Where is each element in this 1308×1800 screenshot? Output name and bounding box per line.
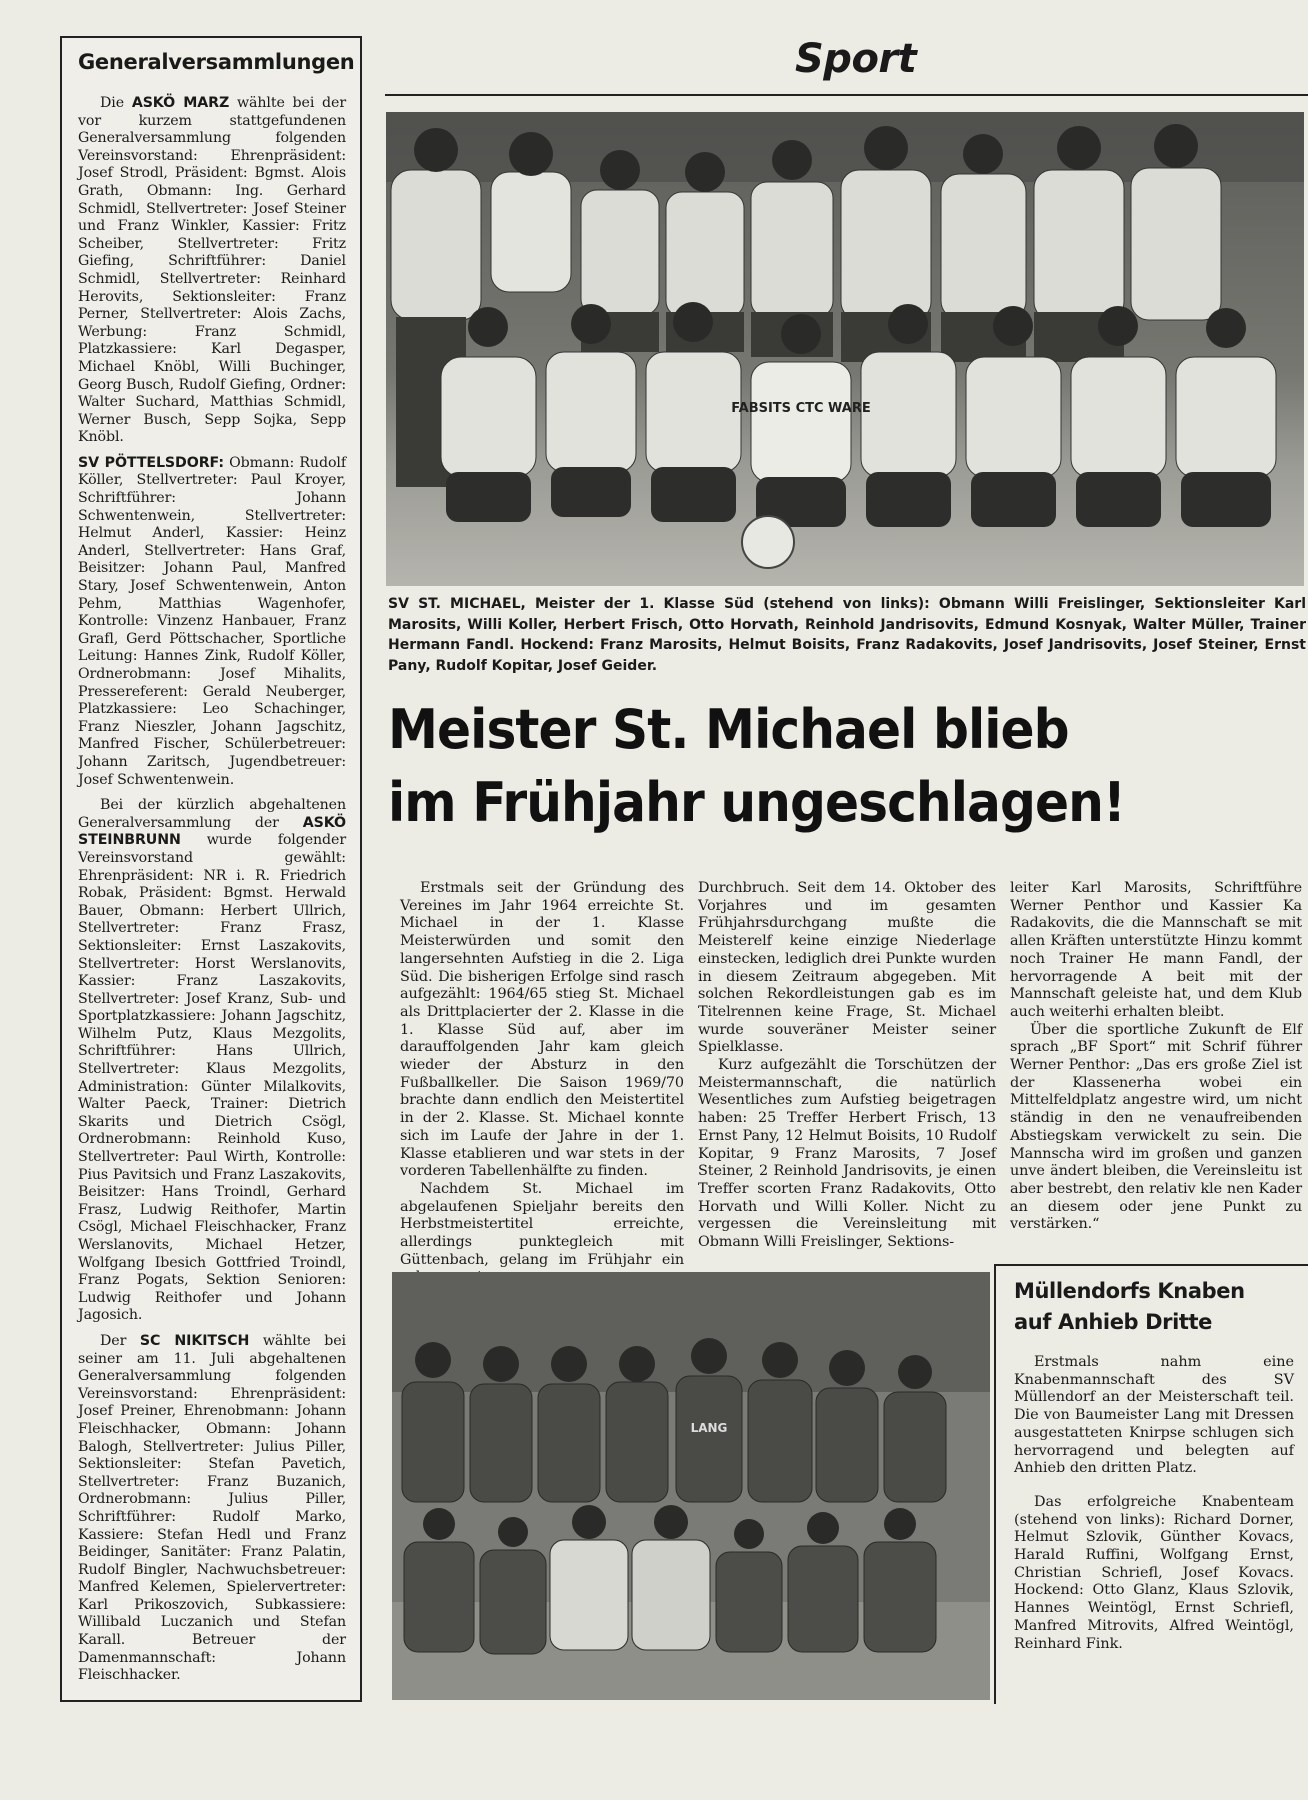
article-column-3 [1010, 880, 1302, 1234]
boys-article-paragraphs [1014, 1354, 1294, 1653]
article-column-2 [698, 880, 996, 1252]
club-name: ASKÖ STEINBRUNN [78, 814, 346, 849]
article-paragraph: Erstmals seit der Gründung des Vereines im Jahr 1964 erreichte St. Michael in der 1. Klasse Meisterwürden und somit den langersehnten Aufstieg in die 2. Liga Süd. Die bisherigen Erfolge sind rasch aufgezählt: 1964/65 stieg St. Michael als Drittplacierter der 2. Klasse in die 1. Klasse Süd auf, aber im darauffolgenden Jahr kam gleich wieder der Absturz in den Fußballkeller. Die Saison 1969/70 brachte dann endlich den Meistertitel in der 2. Klasse. St. Michael konnte sich im Laufe der Jahre in der 1. Klasse etablieren und war stets in der vorderen Tabellenhälfte zu finden. [400, 880, 684, 1180]
paragraph-text: wählte bei seiner am 11. Juli abgehaltenen Generalversammlung folgenden Vereinsvorstand: Ehrenpräsident: Josef Preiner, Ehrenobmann: Johann Fleischhacker, Obmann: Johann Balogh, Stellvertreter: Julius Piller, Sektionsleiter: Stefan Pavetich, Stellvertreter: Franz Buzanich, Ordnerobmann: Julius Piller, Schriftführer: Rudolf Marko, Kassiere: Stefan Hedl und Franz Beidinger, Sanitäter: Franz Palatin, Rudolf Bingler, Nachwuchsbetreuer: Manfred Kelemen, Spielervertreter: Karl Prikoszovich, Subkassiere: Willibald Luczanich und Stefan Karall. Betreuer der Damenmannschaft: Johann Fleischhacker. [78, 1332, 346, 1684]
article-paragraph: Durchbruch. Seit dem 14. Oktober des Vorjahres und im gesamten Frühjahrsdurchgang mußte die Meisterelf keine einzige Niederlage einstecken, lediglich drei Punkte wurden in diesem Zeitraum abgegeben. Mit solchen Rekordleistungen gab es im Titelrennen keine Frage, St. Michael wurde souveräner Meister seiner Spielklasse. [698, 880, 996, 1056]
sidebar-paragraph [78, 455, 346, 789]
boys-title-line-1: Müllendorfs Knaben [1014, 1279, 1245, 1303]
boys-title-line-2: auf Anhieb Dritte [1014, 1310, 1213, 1334]
boys-team-article [994, 1264, 1308, 1704]
club-name: SV PÖTTELSDORF: [78, 454, 224, 471]
article-paragraph: Über die sportliche Zukunft de Elf sprach „BF Sport“ mit Schrif führer Werner Penthor: „Das ers große Ziel ist der Klassenerha wobei ein Mittelfeldplatz angestre wird, um nicht ständig in den ne venaufreibenden Abstiegskam verwickelt zu sein. Die Mannscha wird im großen und ganzen unve ändert bleiben, die Vereinsleitu ist aber bestrebt, den relativ kle nen Kader an diesem oder jene Punkt zu verstärken.“ [1010, 1021, 1302, 1233]
boys-jersey-text: LANG [690, 1421, 728, 1435]
club-name: SC NIKITSCH [139, 1332, 250, 1349]
team-photo [386, 112, 1304, 586]
team-photo-caption: SV ST. MICHAEL, Meister der 1. Klasse Süd (stehend von links): Obmann Willi Freislinger, Sektionsleiter Karl Marosits, Willi Koller, Herbert Frisch, Otto Horvath, Reinhold Jandrisovits, Edmund Kosnyak, Walter Müller, Trainer Hermann Fandl. Hockend: Franz Marosits, Helmut Boisits, Franz Radakovits, Josef Jandrisovits, Josef Steiner, Ernst Pany, Rudolf Kopitar, Josef Geider. [388, 596, 1306, 674]
boys-team-photo [392, 1272, 990, 1700]
article-paragraph: Nachdem St. Michael im abgelaufenen Spieljahr bereits den Herbstmeistertitel erreichte, allerdings punktegleich mit Güttenbach, gelang im Frühjahr ein [400, 1180, 684, 1268]
article-paragraph: Kurz aufgezählt die Torschützen der Meistermannschaft, die natürlich Wesentliches zum Aufstieg beigetragen haben: 25 Treffer Herbert Frisch, 13 Ernst Pany, 12 Helmut Boisits, 10 Rudolf Kopitar, 9 Franz Marosits, 7 Josef Steiner, 2 Reinhold Jandrisovits, je einen Treffer scorten Franz Radakovits, Otto Horvath und Willi Koller. Nicht zu vergessen die Vereinsleitung mit Obmann Willi Freislinger, Sektions- [698, 1057, 996, 1251]
article-paragraph: leiter Karl Marosits, Schriftführe Werner Penthor und Kassier Ka Radakovits, die die Mannschaft se mit allen Kräften unterstützte Hinzu kommt noch Trainer He mann Fandl, der hervorragende A beit mit der Mannschaft geleiste hat, und dem Klub auch weiterhi erhalten bleibt. [1010, 880, 1302, 1020]
sidebar-paragraph [78, 95, 346, 447]
section-header [385, 36, 1308, 96]
headline-line-1: Meister St. Michael blieb [388, 698, 1069, 761]
headline-line-2: im Frühjahr ungeschlagen! [388, 771, 1125, 834]
boys-article-paragraph: Erstmals nahm eine Knabenmannschaft des SV Müllendorf an der Meisterschaft teil. Die von Baumeister Lang mit Dressen ausgestatteten Knirpse schlugen sich hervorragend und belegten auf Anhieb den dritten Platz. [1014, 1354, 1294, 1477]
paragraph-lead: Der [100, 1332, 140, 1349]
paragraph-lead: Die [100, 95, 132, 111]
main-headline [388, 693, 1244, 839]
club-name: ASKÖ MARZ [131, 95, 230, 111]
sidebar-title-text: Generalversammlungen [78, 50, 355, 74]
paragraph-text: Obmann: Rudolf Köller, Stellvertreter: Paul Kroyer, Schriftführer: Johann Schwentenwein, Stellvertreter: Helmut Anderl, Kassier: Heinz Anderl, Stellvertreter: Hans Graf, Beisitzer: Johann Paul, Manfred Stary, Josef Schwentenwein, Anton Pehm, Matthias Wagenhofer, Kontrolle: Vinzenz Hanbauer, Franz Grafl, Gerd Pöttschacher, Sportliche Leitung: Hannes Zink, Rudolf Köller, Ordnerobmann: Josef Mihalits, Pressereferent: Gerald Neuberger, Platzkassiere: Leo Schachinger, Franz Nieszler, Johann Jagschitz, Manfred Fischer, Schülerbetreuer: Johann Zaritsch, Jugendbetreuer: Josef Schwentenwein. [78, 454, 346, 788]
team-photo-image [386, 112, 1304, 586]
paragraph-text: wurde folgender Vereinsvorstand gewählt: Ehrenpräsident: NR i. R. Friedrich Robak, Präsident: Bgmst. Herwald Bauer, Obmann: Herbert Ullrich, Stellvertreter: Franz Frasz, Sektionsleiter: Ernst Laszakovits, Stellvertreter: Horst Werslanovits, Kassier: Franz Laszakovits, Stellvertreter: Josef Kranz, Sub- und Sportplatzkassiere: Johann Jagschitz, Wilhelm Putz, Klaus Mezgolits, Schriftführer: Hans Ullrich, Stellvertreter: Klaus Mezgolits, Administration: Günter Milalkovits, Walter Paeck, Trainer: Dietrich Skarits und Dietrich Csögl, Ordnerobmann: Reinhold Kuso, Stellvertreter: Paul Wirth, Kontrolle: Pius Pavitsich und Franz Laszakovits, Beisitzer: Hans Troindl, Gerhard Frasz, Ludwig Reithofer, Martin Csögl, Michael Fleischhacker, Franz Werslanovits, Michael Hetzer, Wolfgang Ibesich Gottfried Troindl, Franz Pogats, Sektion Senioren: Ludwig Reithofer und Johann Jagosich. [78, 832, 346, 1324]
boys-article-paragraph: Das erfolgreiche Knabenteam (stehend von links): Richard Dorner, Helmut Szlovik, Günther Kovacs, Harald Ruffini, Wolfgang Ernst, Christian Schriefl, Josef Kovacs. Hockend: Otto Glanz, Klaus Szlovik, Hannes Weintögl, Ernst Schriefl, Manfred Mitrovits, Alfred Weintögl, Reinhard Fink. [1014, 1493, 1294, 1652]
paragraph-lead: Bei der kürzlich abgehaltenen Generalversammlung der [78, 797, 346, 831]
jersey-sponsor-text: FABSITS CTC WARE [731, 401, 871, 416]
general-assemblies-sidebar [60, 36, 362, 1702]
section-title: Sport [795, 36, 917, 82]
boys-article-title [1014, 1276, 1294, 1338]
sidebar-title [78, 48, 355, 77]
article-column-1 [400, 880, 684, 1287]
sidebar-paragraph [78, 1333, 346, 1685]
paragraph-text: wählte bei der vor kurzem stattgefundenen Generalversammlung folgenden Vereinsvorstand: Ehrenpräsident: Josef Strodl, Präsident: Bgmst. Alois Grath, Obmann: Ing. Gerhard Schmidl, Stellvertreter: Josef Steiner und Franz Winkler, Kassier: Fritz Scheiber, Stellvertreter: Fritz Giefing, Schriftführer: Daniel Schmidl, Stellvertreter: Reinhard Herovits, Sektionsleiter: Franz Perner, Stellvertreter: Alois Zachs, Werbung: Franz Schmidl, Platzkassiere: Karl Degasper, Michael Knöbl, Willi Buchinger, Georg Busch, Rudolf Giefing, Ordner: Walter Suchard, Matthias Schmidl, Werner Busch, Sepp Sojka, Sepp Knöbl. [78, 95, 347, 446]
boys-team-photo-image [392, 1272, 990, 1700]
sidebar-paragraphs [78, 95, 346, 1685]
sidebar-paragraph [78, 797, 346, 1325]
